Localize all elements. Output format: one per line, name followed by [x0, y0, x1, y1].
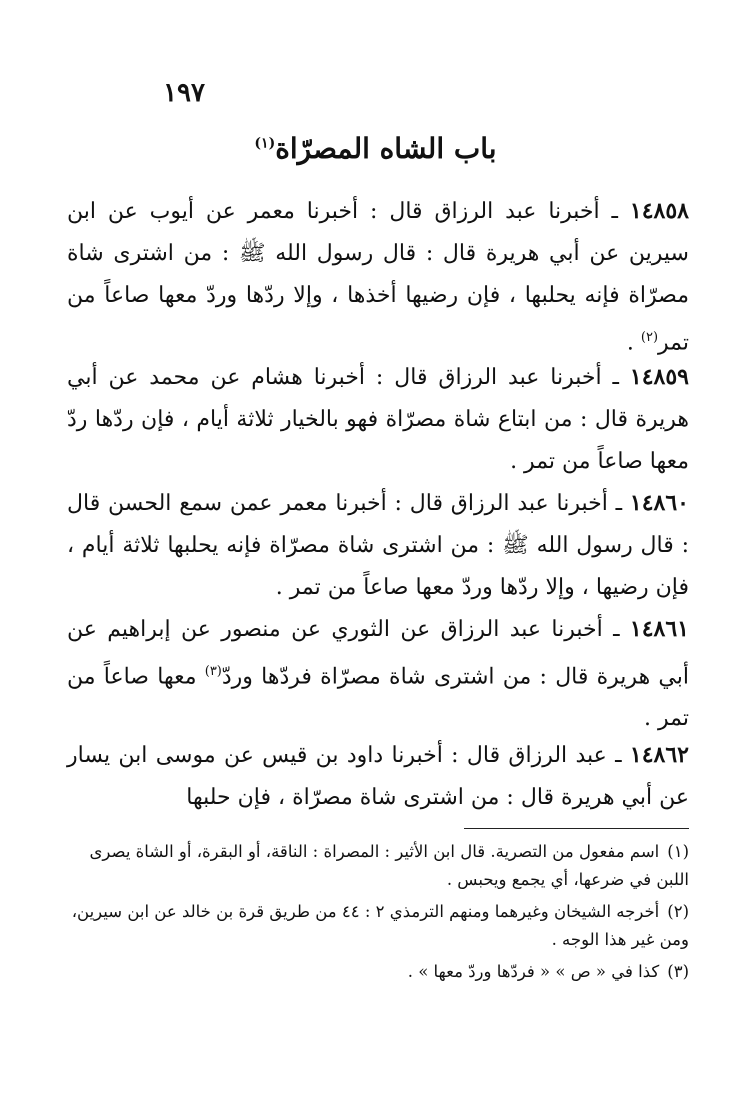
footnote-number: (٢): [667, 902, 689, 921]
chapter-title: [0, 132, 751, 165]
hadith-number: ١٤٨٦٢: [629, 742, 689, 768]
footnote-text: أخرجه الشيخان وغيرهما ومنهم الترمذي ٢ : ٤٤ من طريق قرة بن خالد عن ابن سيرين، ومن غير هذا الوجه .: [71, 902, 689, 949]
footnote: [67, 898, 689, 954]
footnote-divider: [464, 828, 689, 829]
footnote: [67, 838, 689, 894]
page-number: ١٩٧: [163, 78, 205, 108]
hadith-text: أخبرنا عبد الرزاق قال : أخبرنا معمر عمن سمع الحسن قال : قال رسول الله ﷺ : من اشترى شاة مصرّاة فإنه يحلبها ثلاثة أيام ، فإن رضيها ، وإلا ردّها وردّ معها صاعاً من تمر .: [67, 491, 689, 600]
chapter-title-text: باب الشاه المصرّاة: [275, 132, 497, 165]
footnote-number: (٣): [667, 962, 689, 981]
hadith-text: عبد الرزاق قال : أخبرنا داود بن قيس عن موسى ابن يسار عن أبي هريرة قال : من اشترى شاة مصرّاة ، فإن حلبها: [67, 743, 689, 810]
footnote-marker: (٣): [204, 664, 222, 679]
footnote-marker: (٢): [640, 330, 659, 345]
hadith-number: ١٤٨٦١: [629, 616, 689, 642]
hadith-entry: ١٤٨٥٩ ـ أخبرنا عبد الرزاق قال : أخبرنا هشام عن محمد عن أبي هريرة قال : من ابتاع شاة مصرّاة فهو بالخيار ثلاثة أيام ، فإن ردّها ردّ معها صاعاً من تمر .: [67, 364, 689, 474]
footnote-text: كذا في « ص » « فردّها وردّ معها » .: [407, 962, 660, 981]
hadith-entry: ١٤٨٥٨ ـ أخبرنا عبد الرزاق قال : أخبرنا معمر عن أيوب عن ابن سيرين عن أبي هريرة قال : قال رسول الله ﷺ : من اشترى شاة مصرّاة فإنه يحلبها ، فإن رضيها أخذها ، وإلا ردّها وردّ معها صاعاً من تمر$^{(٢)}$ .: [67, 198, 689, 356]
footnote-text: اسم مفعول من التصرية. قال ابن الأثير : المصراة : الناقة، أو البقرة، أو الشاة يصرى اللبن في ضرعها، أي يجمع ويحبس .: [89, 842, 689, 889]
hadith-number: ١٤٨٥٩: [629, 364, 689, 390]
hadith-text: أخبرنا عبد الرزاق قال : أخبرنا هشام عن محمد عن أبي هريرة قال : من ابتاع شاة مصرّاة فهو بالخيار ثلاثة أيام ، فإن ردّها ردّ معها صاعاً من تمر .: [67, 365, 689, 474]
hadith-text: أخبرنا عبد الرزاق قال : أخبرنا معمر عن أيوب عن ابن سيرين عن أبي هريرة قال : قال رسول الله ﷺ : من اشترى شاة مصرّاة فإنه يحلبها ، فإن رضيها أخذها ، وإلا ردّها وردّ معها صاعاً من تمر: [67, 199, 689, 356]
footnotes: [67, 838, 689, 990]
hadith-entry: ١٤٨٦٠ ـ أخبرنا عبد الرزاق قال : أخبرنا معمر عمن سمع الحسن قال : قال رسول الله ﷺ : من اشترى شاة مصرّاة فإنه يحلبها ثلاثة أيام ، فإن رضيها ، وإلا ردّها وردّ معها صاعاً من تمر .: [67, 490, 689, 600]
hadith-number: ١٤٨٥٨: [629, 198, 689, 224]
hadith-text: أخبرنا عبد الرزاق عن الثوري عن منصور عن إبراهيم عن أبي هريرة قال : من اشترى شاة مصرّاة فردّها وردّ: [67, 617, 689, 690]
hadith-tail: .: [626, 330, 641, 356]
hadith-tail: معها صاعاً من تمر .: [67, 664, 689, 732]
hadith-entry: ١٤٨٦١ ـ أخبرنا عبد الرزاق عن الثوري عن منصور عن إبراهيم عن أبي هريرة قال : من اشترى شاة مصرّاة فردّها وردّ$^{(٣)}$ معها صاعاً من تمر .: [67, 616, 689, 732]
hadith-number: ١٤٨٦٠: [629, 490, 689, 516]
footnote-number: (١): [667, 842, 689, 861]
hadith-entry: ١٤٨٦٢ ـ عبد الرزاق قال : أخبرنا داود بن قيس عن موسى ابن يسار عن أبي هريرة قال : من اشترى شاة مصرّاة ، فإن حلبها: [67, 742, 689, 810]
chapter-footnote-marker: (١): [254, 135, 276, 152]
footnote: [67, 958, 689, 986]
